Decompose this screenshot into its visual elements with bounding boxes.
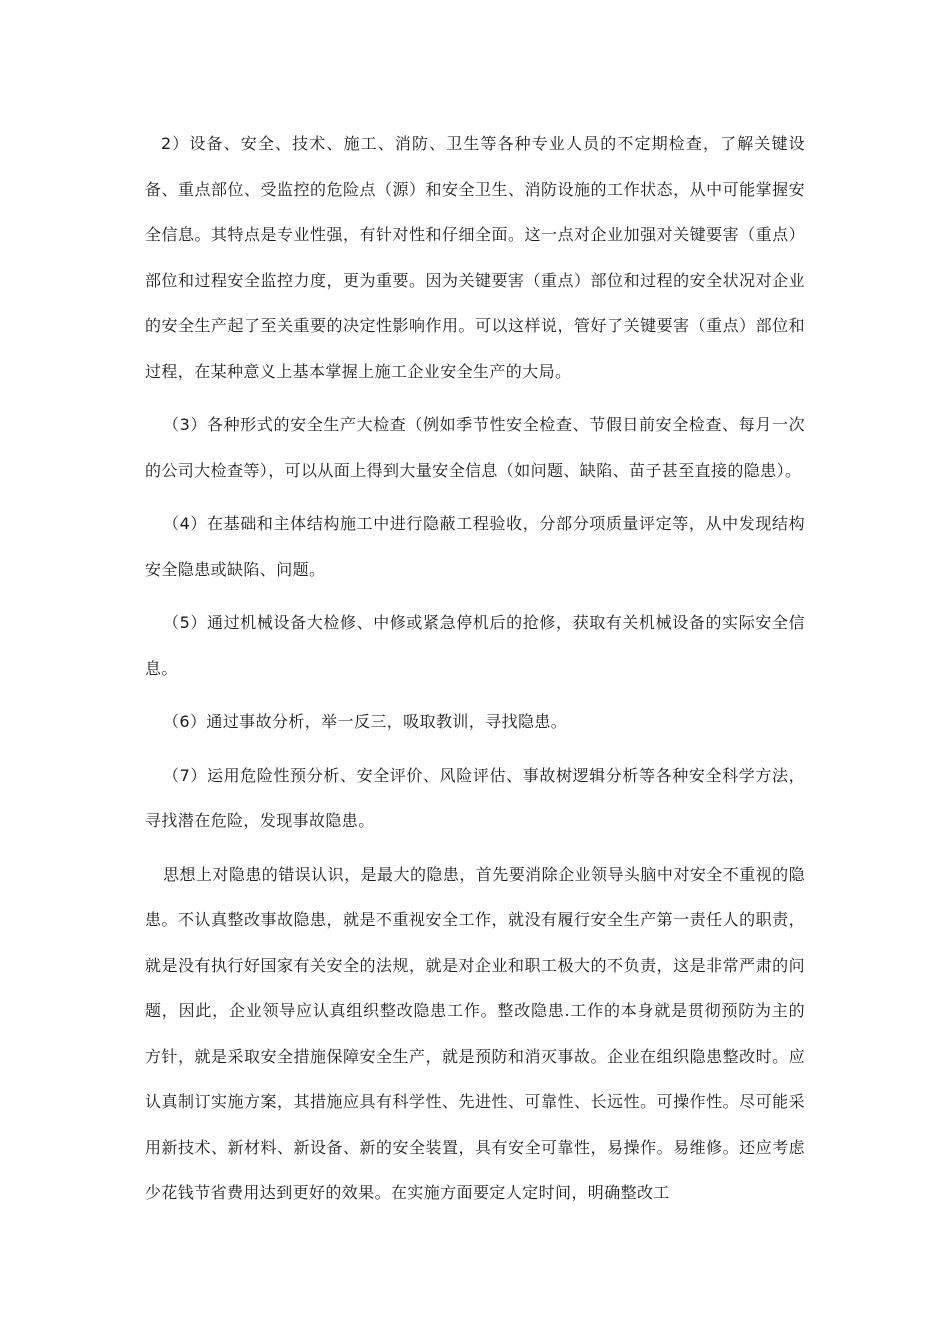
paragraph-item-7: （7）运用危险性预分析、安全评价、风险评估、事故树逻辑分析等各种安全科学方法，寻找潜在危险，发现事故隐患。 — [145, 765, 805, 830]
paragraph-item-4: （4）在基础和主体结构施工中进行隐蔽工程验收，分部分项质量评定等，从中发现结构安全隐患或缺陷、问题。 — [145, 514, 805, 579]
paragraph-item-5: （5）通过机械设备大检修、中修或紧急停机后的抢修，获取有关机械设备的实际安全信息。 — [145, 613, 805, 678]
paragraph-hazard-rectification: 思想上对隐患的错误认识，是最大的隐患，首先要消除企业领导头脑中对安全不重视的隐患。不认真整改事故隐患，就是不重视安全工作，就没有履行安全生产第一责任人的职责，就是没有执行好国家有关安全的法规，就是对企业和职工极大的不负责，这是非常严肃的问题，因此，企业领导应认真组织整改隐患工作。整改隐患.工作的本身就是贯彻预防为主的方针，就是采取安全措施保障安全生产，就是预防和消灭事故。企业在组织隐患整改时。应认真制订实施方案，其措施应具有科学性、先进性、可靠性、长远性。可操作性。尽可能采用新技术、新材料、新设备、新的安全装置，具有安全可靠性，易操作。易维修。还应考虑少花钱节省费用达到更好的效果。在实施方面要定人定时间，明确整改工 — [145, 864, 805, 1202]
paragraph-item-6: （6）通过事故分析，举一反三，吸取教训，寻找隐患。 — [163, 712, 568, 731]
paragraph-item-3: （3）各种形式的安全生产大检查（例如季节性安全检查、节假日前安全检查、每月一次的公司大检查等），可以从面上得到大量安全信息（如问题、缺陷、苗子甚至直接的隐患）。 — [145, 415, 805, 480]
paragraph-inspection-specialists: 2）设备、安全、技术、施工、消防、卫生等各种专业人员的不定期检查，了解关键设备、重点部位、受监控的危险点（源）和安全卫生、消防设施的工作状态，从中可能掌握安全信息。其特点是专业性强，有针对性和仔细全面。这一点对企业加强对关键要害（重点）部位和过程安全监控力度，更为重要。因为关键要害（重点）部位和过程的安全状况对企业的安全生产起了至关重要的决定性影响作用。可以这样说，管好了关键要害（重点）部位和过程，在某种意义上基本掌握上施工企业安全生产的大局。 — [145, 134, 805, 381]
document-body — [145, 121, 805, 1224]
